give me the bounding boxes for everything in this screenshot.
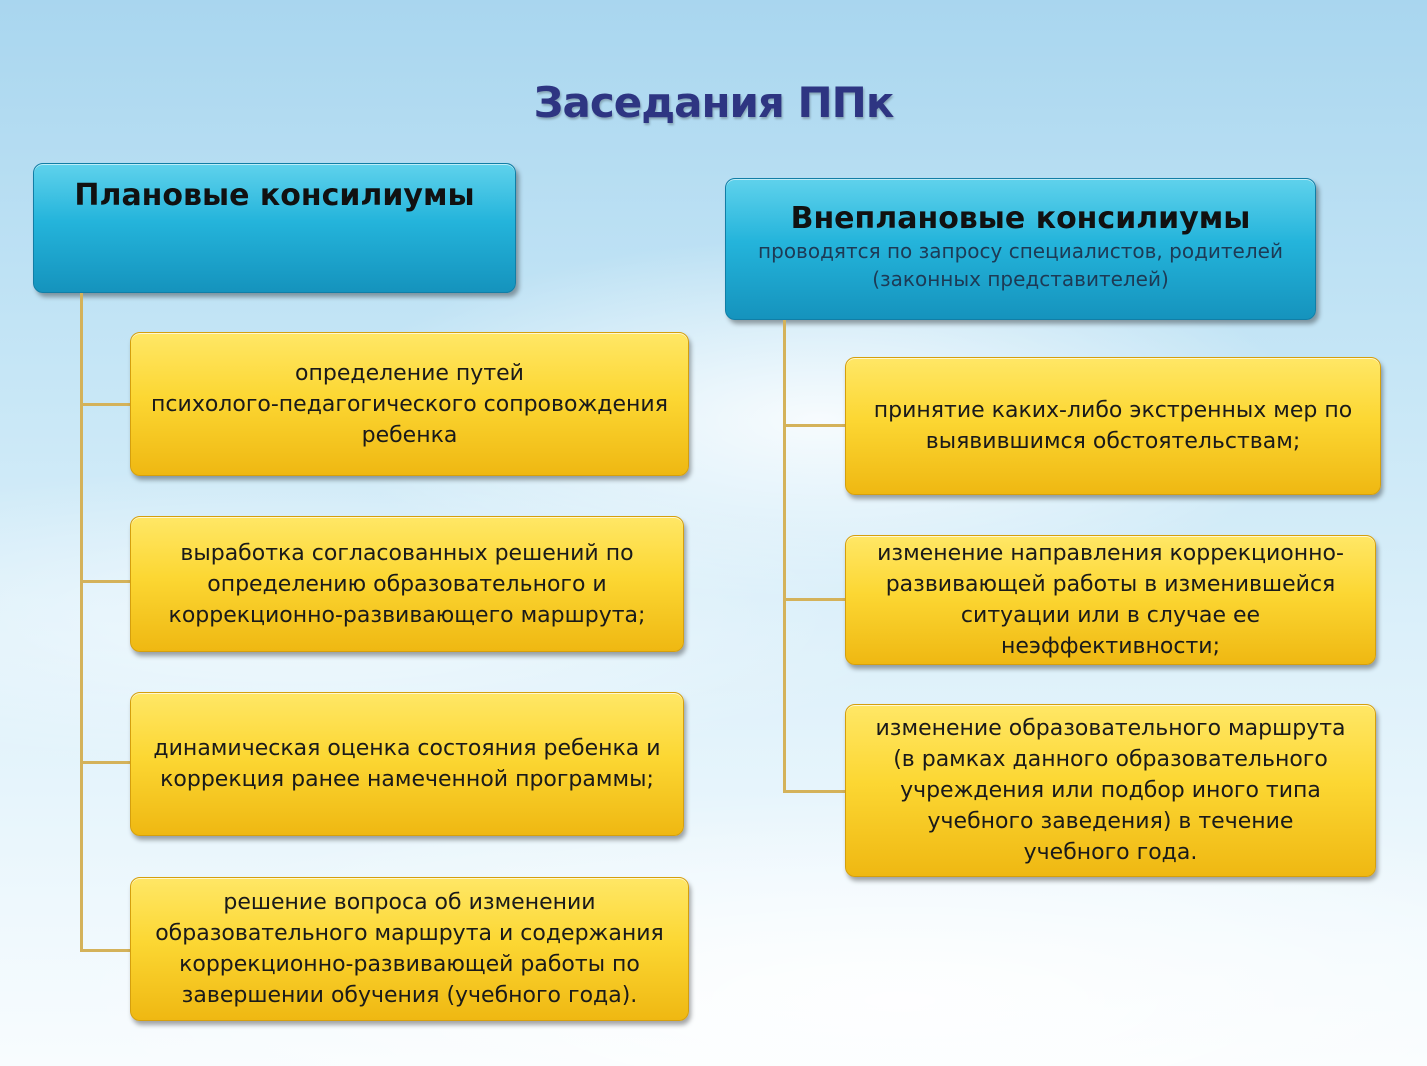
unplanned-item-2-text: изменение направления коррекционно- развивающей работы в изменившейся ситуации или в случае ее неэффективности;: [877, 541, 1344, 659]
planned-connector-2: [80, 580, 130, 583]
unplanned-item-1: [845, 357, 1381, 495]
unplanned-connector-2: [783, 598, 845, 601]
unplanned-connector-trunk: [783, 320, 786, 793]
unplanned-connector-3: [783, 790, 845, 793]
unplanned-item-1-text: принятие каких-либо экстренных мер по выявившимся обстоятельствам;: [873, 398, 1353, 454]
planned-item-4: [130, 877, 689, 1021]
planned-connector-1: [80, 403, 130, 406]
planned-item-1: [130, 332, 689, 476]
planned-item-3-text: динамическая оценка состояния ребенка и коррекция ранее намеченной программы;: [153, 736, 661, 792]
planned-connector-4: [80, 949, 130, 952]
unplanned-item-2: [845, 535, 1376, 665]
planned-connector-3: [80, 761, 130, 764]
planned-connector-trunk: [80, 293, 83, 952]
unplanned-heading: Внеплановые консилиумы: [790, 201, 1251, 236]
planned-item-2: [130, 516, 684, 652]
unplanned-heading-box: [725, 178, 1316, 320]
planned-heading-box: [33, 163, 516, 293]
unplanned-item-3: [845, 704, 1376, 877]
planned-item-2-text: выработка согласованных решений по определению образовательного и коррекционно-развивающего маршрута;: [168, 540, 646, 628]
unplanned-connector-1: [783, 424, 845, 427]
unplanned-subheading: проводятся по запросу специалистов, родителей (законных представителей): [758, 239, 1283, 291]
planned-item-1-text: определение путей психолого-педагогического сопровождения ребенка: [151, 360, 668, 448]
unplanned-item-3-text: изменение образовательного маршрута (в рамках данного образовательного учреждения или подбор иного типа учебного заведения) в течение учебного года.: [875, 716, 1346, 865]
planned-item-4-text: решение вопроса об изменении образовательного маршрута и содержания коррекционно-развивающей работы по завершении обучения (учебного года).: [155, 890, 664, 1008]
planned-item-3: [130, 692, 684, 836]
planned-heading: Плановые консилиумы: [74, 178, 475, 213]
page-title: Заседания ППк: [533, 78, 894, 127]
